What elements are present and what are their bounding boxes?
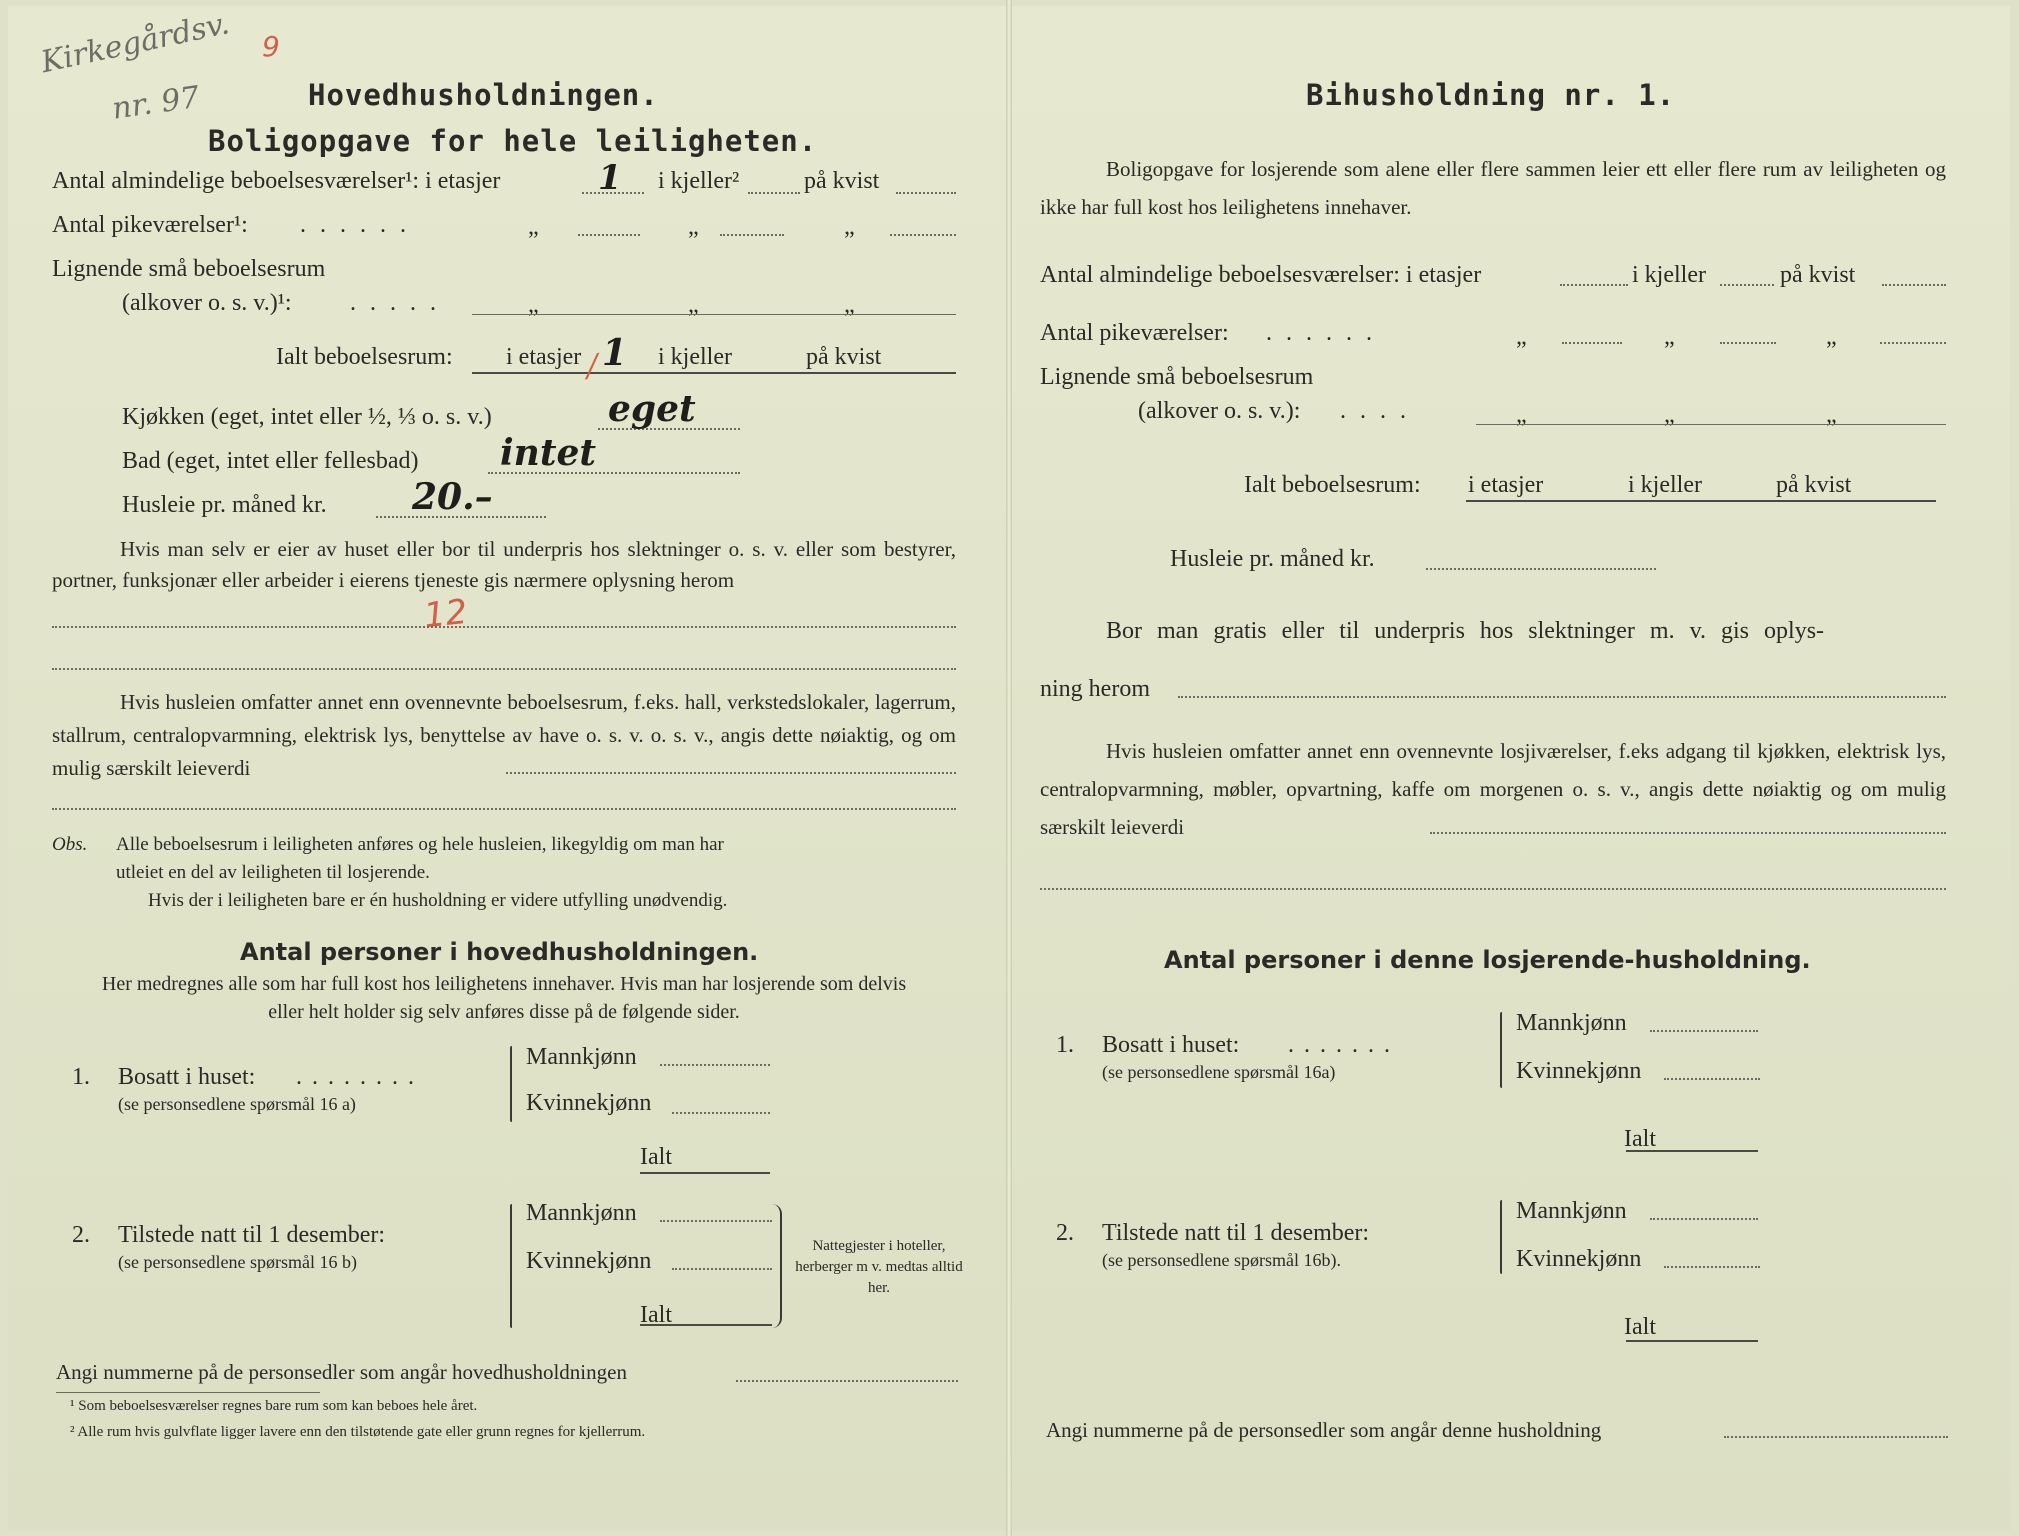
includes-field-right-1[interactable] bbox=[1430, 832, 1946, 834]
kvist-label-right: på kvist bbox=[1780, 262, 1856, 288]
gratis-line-2: ning herom bbox=[1040, 676, 1150, 702]
ialt-rooms-label: Ialt beboelsesrum: bbox=[276, 344, 453, 370]
angi-left: Angi nummerne på de personsedler som angår hovedhusholdningen bbox=[56, 1360, 627, 1384]
red-pencil-amount: 12 bbox=[422, 591, 470, 637]
includes-field-line-2[interactable] bbox=[52, 808, 956, 810]
ialt-kjeller-label: i kjeller bbox=[658, 344, 732, 370]
ditto-mark: „ bbox=[528, 214, 539, 240]
red-pencil-note: 9 bbox=[262, 30, 280, 63]
kvist-field-right[interactable] bbox=[1882, 284, 1946, 286]
angi-field-left[interactable] bbox=[736, 1380, 958, 1382]
q2-sub-right: (se personsedlene spørsmål 16b). bbox=[1102, 1250, 1341, 1270]
kjeller-field-right[interactable] bbox=[1720, 284, 1774, 286]
ditto-mark: „ bbox=[844, 214, 855, 240]
q1-kvinne-field[interactable] bbox=[672, 1112, 770, 1114]
footnote-2: ² Alle rum hvis gulvflate ligger lavere enn den tilstøtende gate eller grunn regnes for kjellerrum. bbox=[70, 1424, 646, 1440]
alkover-label-a-right: Lignende små beboelsesrum bbox=[1040, 364, 1314, 390]
red-check-mark: ⁄ bbox=[585, 349, 600, 386]
q1-number-left: 1. bbox=[72, 1064, 90, 1090]
q2-ialt-label-right: Ialt bbox=[1624, 1314, 1656, 1340]
q1-kvinne-field-right[interactable] bbox=[1664, 1078, 1760, 1080]
husleie-value: 20.– bbox=[412, 476, 493, 518]
obs-line-3: Hvis der i leiligheten bare er én husholdning er videre utfylling unødvendig. bbox=[148, 890, 728, 911]
q2-kvinne-label-right: Kvinnekjønn bbox=[1516, 1246, 1642, 1272]
ditto-mark: „ bbox=[1826, 324, 1837, 350]
dot-leader: .... bbox=[1340, 398, 1420, 424]
q1-brace-left bbox=[510, 1046, 512, 1122]
ditto-mark: „ bbox=[528, 292, 539, 318]
q1-brace-right bbox=[1500, 1012, 1502, 1088]
q1-mann-field-right[interactable] bbox=[1650, 1030, 1758, 1032]
dot-leader: ...... bbox=[300, 212, 420, 238]
q2-kvinne-field-right[interactable] bbox=[1664, 1266, 1760, 1268]
q2-sub-left: (se personsedlene spørsmål 16 b) bbox=[118, 1252, 357, 1272]
page-title-left: Hovedhusholdningen. bbox=[308, 78, 659, 112]
q2-brace-right bbox=[770, 1204, 782, 1328]
dot-leader: ...... bbox=[1266, 320, 1386, 346]
q1-mann-label: Mannkjønn bbox=[526, 1044, 637, 1070]
q2-ialt-field-right[interactable] bbox=[1626, 1340, 1758, 1342]
q1-ialt-field-right[interactable] bbox=[1626, 1150, 1758, 1152]
q1-sub-left: (se personsedlene spørsmål 16 a) bbox=[118, 1094, 356, 1114]
pencil-number-note: nr. 97 bbox=[110, 79, 202, 127]
dot-leader: ....... bbox=[1288, 1032, 1400, 1058]
kjeller-label: i kjeller² bbox=[658, 168, 740, 194]
bad-label: Bad (eget, intet eller fellesbad) bbox=[122, 448, 419, 474]
q2-mann-label-right: Mannkjønn bbox=[1516, 1198, 1627, 1224]
q1-mann-label-right: Mannkjønn bbox=[1516, 1010, 1627, 1036]
pike-kvist-field-right[interactable] bbox=[1880, 342, 1946, 344]
alkover-label-a: Lignende små beboelsesrum bbox=[52, 256, 326, 282]
q1-ialt-label-right: Ialt bbox=[1624, 1126, 1656, 1152]
q2-label-right: Tilstede natt til 1 desember: bbox=[1102, 1220, 1370, 1246]
dot-leader: ..... bbox=[350, 290, 450, 316]
gratis-line-1: Bor man gratis eller til underpris hos slektninger m. v. gis oplys- bbox=[1106, 618, 1825, 644]
q2-kvinne-field[interactable] bbox=[672, 1268, 772, 1270]
nattegjester-note: Nattegjester i hoteller, herberger m v. medtas alltid her. bbox=[795, 1238, 963, 1296]
q1-number-right: 1. bbox=[1056, 1032, 1074, 1058]
includes-field-line-1[interactable] bbox=[506, 772, 956, 774]
ialt-rooms-label-right: Ialt beboelsesrum: bbox=[1244, 472, 1421, 498]
alkover-label-b-right: (alkover o. s. v.): bbox=[1138, 398, 1301, 424]
ditto-mark: „ bbox=[1826, 402, 1837, 428]
husleie-label: Husleie pr. måned kr. bbox=[122, 492, 327, 518]
q2-ialt-label: Ialt bbox=[640, 1302, 672, 1328]
pencil-address-note: Kirkegårdsv. bbox=[38, 6, 233, 81]
includes-paragraph: Hvis husleien omfatter annet enn ovennevnte beboelsesrum, f.eks. hall, verkstedslokaler, lagerrum, stallrum, centralopvarmning, elektrisk lys, benyttelse av have o. s. v. o. s. v., angis dette nøiaktig, og om mulig særskilt leieverdi bbox=[52, 690, 956, 780]
alkover-label-b: (alkover o. s. v.)¹: bbox=[122, 290, 292, 316]
rooms-label-right: Antal almindelige beboelsesværelser: i etasjer bbox=[1040, 262, 1482, 288]
kvist-label: på kvist bbox=[804, 168, 880, 194]
kjokken-label: Kjøkken (eget, intet eller ½, ⅓ o. s. v.) bbox=[122, 404, 492, 430]
includes-field-right-2[interactable] bbox=[1040, 888, 1946, 890]
ditto-mark: „ bbox=[688, 214, 699, 240]
ialt-etasjer-value: 1 bbox=[602, 332, 628, 374]
page-fold bbox=[1006, 0, 1012, 1536]
footnote-rule bbox=[56, 1392, 320, 1393]
q1-mann-field[interactable] bbox=[660, 1064, 770, 1066]
pikevaerelser-label: Antal pikeværelser¹: bbox=[52, 212, 248, 238]
rooms-label: Antal almindelige beboelsesværelser¹: i etasjer bbox=[52, 168, 501, 194]
ditto-mark: „ bbox=[1664, 402, 1675, 428]
q2-mann-field-right[interactable] bbox=[1650, 1218, 1758, 1220]
q1-label-right: Bosatt i huset: bbox=[1102, 1032, 1240, 1058]
kjokken-value: eget bbox=[608, 388, 696, 430]
kjeller-label-right: i kjeller bbox=[1632, 262, 1706, 288]
husleie-label-right: Husleie pr. måned kr. bbox=[1170, 546, 1375, 572]
ditto-mark: „ bbox=[1516, 402, 1527, 428]
obs-line-2: utleiet en del av leiligheten til losjerende. bbox=[116, 862, 430, 883]
persons-title-left: Antal personer i hovedhusholdningen. bbox=[240, 938, 759, 966]
q2-mann-field[interactable] bbox=[660, 1220, 772, 1222]
includes-paragraph-right: Hvis husleien omfatter annet enn ovennevnte losjiværelser, f.eks adgang til kjøkken, elektrisk lys, centralopvarmning, møbler, opvartning, kaffe om morgenen o. s. v., angis dette nøiaktig og om mulig særskilt leieverdi bbox=[1040, 739, 1946, 839]
ialt-underline bbox=[472, 372, 956, 374]
pike-kjeller-field[interactable] bbox=[720, 234, 784, 236]
etasjer-field-right[interactable] bbox=[1560, 284, 1628, 286]
q1-kvinne-label-right: Kvinnekjønn bbox=[1516, 1058, 1642, 1084]
q2-number-left: 2. bbox=[72, 1222, 90, 1248]
angi-right: Angi nummerne på de personsedler som angår denne husholdning bbox=[1046, 1418, 1602, 1442]
ialt-etasjer-label: i etasjer bbox=[506, 344, 582, 370]
ditto-mark: „ bbox=[688, 292, 699, 318]
persons-paragraph: Her medregnes alle som har full kost hos leilighetens innehaver. Hvis man har losjerende som delvis eller helt holder sig selv anføres disse på de følgende sider. bbox=[101, 973, 907, 1023]
persons-title-right: Antal personer i denne losjerende-husholdning. bbox=[1164, 946, 1811, 974]
pike-etasjer-field-right[interactable] bbox=[1562, 342, 1622, 344]
q2-label-left: Tilstede natt til 1 desember: bbox=[118, 1222, 386, 1248]
ditto-mark: „ bbox=[844, 292, 855, 318]
kjeller-field[interactable] bbox=[748, 192, 800, 194]
ditto-mark: „ bbox=[1664, 324, 1675, 350]
ialt-kjeller-label-right: i kjeller bbox=[1628, 472, 1702, 498]
q1-label-left: Bosatt i huset: bbox=[118, 1064, 256, 1090]
husleie-field-right[interactable] bbox=[1426, 568, 1656, 570]
obs-line-1: Alle beboelsesrum i leiligheten anføres og hele husleien, likegyldig om man har bbox=[116, 834, 724, 855]
q2-ialt-field[interactable] bbox=[640, 1324, 772, 1326]
ialt-kvist-label: på kvist bbox=[806, 344, 882, 370]
q2-brace-left bbox=[510, 1204, 512, 1328]
q2-brace-right-left bbox=[1500, 1200, 1502, 1274]
ialt-kvist-label-right: på kvist bbox=[1776, 472, 1852, 498]
ialt-underline-right bbox=[1466, 500, 1936, 502]
owner-field-line-2[interactable] bbox=[52, 668, 956, 670]
q2-mann-label: Mannkjønn bbox=[526, 1200, 637, 1226]
q1-ialt-field[interactable] bbox=[640, 1172, 770, 1174]
q1-ialt-label: Ialt bbox=[640, 1144, 672, 1170]
alkover-field-line[interactable] bbox=[472, 314, 956, 315]
owner-field-line-1[interactable] bbox=[52, 626, 956, 628]
q1-kvinne-label: Kvinnekjønn bbox=[526, 1090, 652, 1116]
q2-number-right: 2. bbox=[1056, 1220, 1074, 1246]
gratis-field[interactable] bbox=[1178, 696, 1946, 698]
dot-leader: ........ bbox=[296, 1064, 424, 1090]
pike-kjeller-field-right[interactable] bbox=[1720, 342, 1776, 344]
pike-kvist-field[interactable] bbox=[890, 234, 956, 236]
bad-value: intet bbox=[500, 432, 597, 474]
pikevaerelser-label-right: Antal pikeværelser: bbox=[1040, 320, 1229, 346]
intro-paragraph-right: Boligopgave for losjerende som alene eller flere sammen leier ett eller flere rum av leiligheten og ikke har full kost hos leilighetens innehaver. bbox=[1040, 157, 1946, 219]
q2-kvinne-label: Kvinnekjønn bbox=[526, 1248, 652, 1274]
ditto-mark: „ bbox=[1516, 324, 1527, 350]
ialt-etasjer-label-right: i etasjer bbox=[1468, 472, 1544, 498]
subtitle-left: Boligopgave for hele leiligheten. bbox=[208, 124, 818, 158]
pike-etasjer-field[interactable] bbox=[578, 234, 640, 236]
q1-sub-right: (se personsedlene spørsmål 16a) bbox=[1102, 1062, 1336, 1082]
footnote-1: ¹ Som beboelsesværelser regnes bare rum som kan beboes hele året. bbox=[70, 1398, 478, 1414]
etasjer-value: 1 bbox=[598, 158, 622, 198]
owner-paragraph: Hvis man selv er eier av huset eller bor til underpris hos slektninger o. s. v. eller som bestyrer, portner, funksjonær eller arbeider i eierens tjeneste gis nærmere oplysning herom bbox=[52, 537, 956, 592]
alkover-field-line-right[interactable] bbox=[1476, 424, 1946, 425]
angi-field-right[interactable] bbox=[1724, 1436, 1948, 1438]
page-title-right: Bihusholdning nr. 1. bbox=[1306, 78, 1676, 112]
kvist-field[interactable] bbox=[896, 192, 956, 194]
obs-label: Obs. bbox=[52, 834, 88, 855]
